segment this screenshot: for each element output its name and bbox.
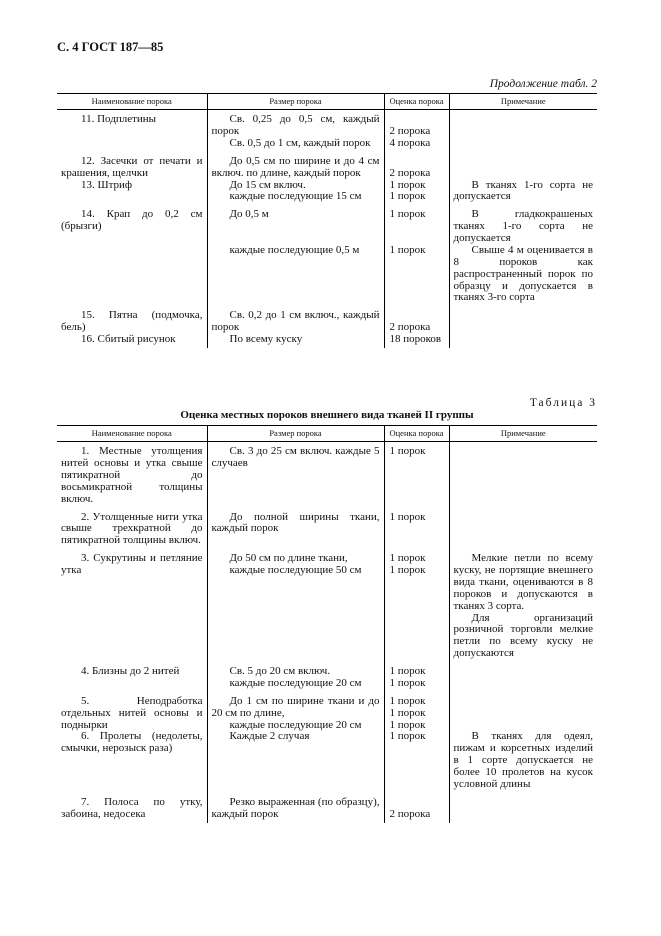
defect-grade: 1 порок — [384, 512, 449, 548]
defect-note — [449, 512, 597, 548]
column-header-grade: Оценка порока — [384, 426, 449, 442]
defect-size: До 0,5 м каждые последующие 0,5 м — [207, 209, 384, 304]
defect-name: 16. Сбитый рисунок — [81, 333, 176, 346]
defect-note: В гладкокрашеных тканях 1-го сорта не допускается Свыше 4 м оценивается в 8 пороков как распространенный порок по образцу и допускается в тканях 3-го сорта — [449, 209, 597, 304]
defect-note — [449, 797, 597, 823]
column-header-name: Наименование порока — [57, 426, 207, 442]
defects-table-2 — [57, 93, 597, 348]
defect-note: Мелкие петли по всему куску, не портящие внешнего вида ткани, оцениваются в 8 пороков и допускаются в тканях 3 сорта. Для организаций розничной торговли мелкие петли по всему куску не допускаются — [449, 553, 597, 660]
defect-size: Резко выраженная (по образцу), каждый порок — [207, 797, 384, 823]
table-row — [57, 553, 597, 660]
table-row — [57, 180, 597, 204]
defect-note — [449, 666, 597, 690]
defect-name: 5. Неподработка отдельных нитей основы и поднырки — [61, 694, 203, 731]
defect-note — [449, 310, 597, 334]
table-continuation-label: Продолжение табл. 2 — [489, 78, 597, 90]
table-row — [57, 666, 597, 690]
table-row — [57, 334, 597, 348]
defect-grade: 1 порок 1 порок — [384, 180, 449, 204]
column-header-note: Примечание — [449, 426, 597, 442]
defect-name: 1. Местные утолщения нитей основы и утка свыше пятикратной до восьмикратной толщины включ. — [61, 445, 203, 505]
defect-size: До 50 см по длине ткани, каждые последующие 50 см — [207, 553, 384, 660]
table-row — [57, 110, 597, 150]
defect-size: Св. 0,2 до 1 см включ., каждый порок — [207, 310, 384, 334]
defect-name: 13. Штриф — [81, 178, 133, 191]
defects-table-3 — [57, 425, 597, 823]
defect-grade: 2 порока — [384, 797, 449, 823]
defect-name: 15. Пятна (подмочка, бель) — [61, 309, 203, 334]
table-row — [57, 209, 597, 304]
column-header-name: Наименование порока — [57, 94, 207, 110]
defect-note — [449, 110, 597, 150]
defect-note — [449, 442, 597, 506]
table-3-title: Оценка местных пороков внешнего вида тканей II группы — [180, 409, 474, 421]
defect-grade: 1 порок — [384, 442, 449, 506]
defect-size: До 1 см по ширине ткани и до 20 см по длине, каждые последующие 20 см — [207, 696, 384, 732]
page-header: С. 4 ГОСТ 187—85 — [57, 40, 164, 54]
defect-grade: 18 пороков — [384, 334, 449, 348]
defect-grade: 1 порок — [384, 731, 449, 790]
defect-grade: 1 порок 1 порок 1 порок — [384, 696, 449, 732]
defect-size: Св. 0,25 до 0,5 см, каждый порок Св. 0,5 до 1 см, каждый порок — [207, 110, 384, 150]
defect-grade: 1 порок 1 порок — [384, 553, 449, 660]
defect-size: По всему куску — [207, 334, 384, 348]
defect-note — [449, 334, 597, 348]
defect-size: Св. 5 до 20 см включ. каждые последующие 20 см — [207, 666, 384, 690]
defect-grade: 2 порока 4 порока — [384, 110, 449, 150]
defect-size: Св. 3 до 25 см включ. каждые 5 случаев — [207, 442, 384, 506]
defect-name: 11. Подплетины — [81, 113, 157, 126]
table-row — [57, 797, 597, 823]
defect-note — [449, 156, 597, 180]
table-row — [57, 512, 597, 548]
defect-note: В тканях для одеял, пижам и корсетных изделий в 1 сорте допускается не более 10 пролетов на кусок условной длины — [449, 731, 597, 790]
table-row — [57, 731, 597, 790]
defect-name: 3. Сукрутины и петляние утка — [61, 552, 203, 577]
defect-name: 7. Полоса по утку, забоина, недосека — [61, 795, 203, 820]
table-row — [57, 310, 597, 334]
defect-name: 2. Утолщенные нити утка свыше трехкратной до пятикратной толщины включ. — [61, 510, 203, 547]
defect-size: До полной ширины ткани, каждый порок — [207, 512, 384, 548]
defect-note — [449, 696, 597, 732]
defect-note: В тканях 1-го сорта не допускается — [449, 180, 597, 204]
table-row — [57, 156, 597, 180]
defect-size: Каждые 2 случая — [207, 731, 384, 790]
column-header-grade: Оценка порока — [384, 94, 449, 110]
defect-grade: 1 порок 1 порок — [384, 666, 449, 690]
defect-name: 12. Засечки от печати и крашения, щелчки — [61, 154, 203, 179]
defect-name: 6. Пролеты (недолеты, смычки, нерозыск раза) — [61, 730, 203, 755]
column-header-size: Размер порока — [207, 94, 384, 110]
defect-size: До 15 см включ. каждые последующие 15 см — [207, 180, 384, 204]
column-header-note: Примечание — [449, 94, 597, 110]
defect-name: 4. Близны до 2 нитей — [81, 665, 180, 678]
table-row — [57, 696, 597, 732]
defect-size: До 0,5 см по ширине и до 4 см включ. по длине, каждый порок — [207, 156, 384, 180]
defect-name: 14. Крап до 0,2 см (брызги) — [61, 208, 203, 233]
defect-grade: 1 порок 1 порок — [384, 209, 449, 304]
defect-grade: 2 порока — [384, 156, 449, 180]
defect-grade: 2 порока — [384, 310, 449, 334]
table-row — [57, 442, 597, 506]
table-3-label: Таблица 3 — [529, 397, 597, 409]
column-header-size: Размер порока — [207, 426, 384, 442]
